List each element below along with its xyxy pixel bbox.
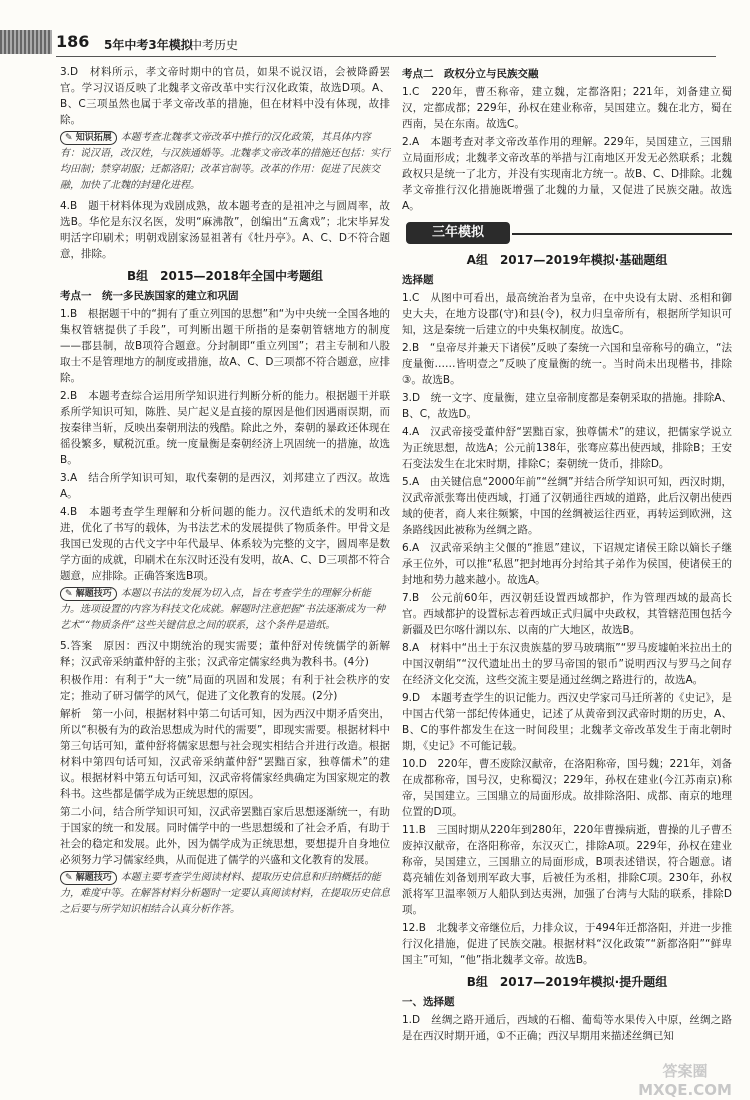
section-heading: 选择题 xyxy=(402,274,434,286)
right-column xyxy=(402,64,732,1046)
answer-paragraph: 4.A 汉武帝接受董仲舒“罢黜百家，独尊儒术”的建议，把儒家学说立为正统思想，故选A；公元前138年，张骞应募出使西域，排除B；王安石变法发生在北宋时期，排除C；秦朝统一货币，排除D。 xyxy=(402,426,732,470)
answer-paragraph: 7.B 公元前60年，西汉朝廷设置西域都护，作为管理西域的最高长官。西域都护的设置标志着西域正式归属中央政权，其管辖范围包括今新疆及巴尔喀什湖以东、以南的广大地区，故选B。 xyxy=(402,592,732,636)
answer-paragraph: 1.B 根据题干中的“拥有了重立列国的思想”和“为中央统一全国各地的集权管辖提供了手段”，可判断出题干所指的是秦朝管辖地方的制度——郡县制，故B项符合题意。分封制即“重立列国”；君主专制和八股取士不是管理地方的制度或措施，故A、C、D三项都不符合题意，应排除。 xyxy=(60,308,390,384)
section-heading: 一、选择题 xyxy=(402,996,455,1008)
page-number: 186 xyxy=(56,32,90,51)
answer-paragraph: 5.A 由关键信息“2000年前”“丝绸”并结合所学知识可知，西汉时期，汉武帝派张骞出使西域，打通了汉朝通往西域的道路，此后汉朝出使西域的使者，商人来往频繁，中国的丝绸被运往西亚，再转运到欧洲，这条路线因此被称为丝绸之路。 xyxy=(402,476,732,536)
answer-paragraph: 4.B 本题考查学生理解和分析问题的能力。汉代造纸术的发明和改进，优化了书写的载体，为书法艺术的发展提供了物质条件。甲骨文是我国已发现的古代文字中年代最早、体系较为完整的文字，圆周率是数学方面的成就，印刷术在东汉时还没有发明，故A、C、D三项都不符合题意，应排除。正确答案选B项。 xyxy=(60,506,390,582)
tip-tag: ✎ 解题技巧 xyxy=(60,871,117,885)
page-header xyxy=(0,0,750,60)
answer-paragraph: 2.B “皇帝尽并兼天下诸侯”反映了秦统一六国和皇帝称号的确立，“法度量衡……皆明壹之”反映了度量衡的统一。当时尚未出现楷书，排除③。故选B。 xyxy=(402,342,732,386)
tip-note xyxy=(60,130,390,194)
answer-paragraph: 解析 第一小问，根据材料中第二句话可知，因为西汉中期矛盾突出，所以“积极有为的政治思想成为时代的需要”，即现实需要。根据材料中第三句话可知，董仲舒将儒家思想与社会现实相结合并进行改造。根据材料中第四句话可知，汉武帝采纳董仲舒“罢黜百家，独尊儒术”的建议。根据材料中第五句话可知，汉武帝将儒家经典确定为国家规定的教科书。这些都是儒学成为正统思想的原因。 xyxy=(60,708,390,800)
tip-text: 本题主要考查学生阅读材料、提取历史信息和归纳概括的能力，难度中等。在解答材料分析题时一定要认真阅读材料，在提取历史信息之后要与所学知识相结合认真分析作答。 xyxy=(60,872,390,915)
header-rule xyxy=(56,56,716,57)
answer-paragraph: 1.C 220年，曹丕称帝，建立魏，定都洛阳；221年，刘备建立蜀汉，定都成都；229年，孙权在建业称帝，吴国建立。魏在北方，蜀在西南，吴在东南。故选C。 xyxy=(402,86,732,130)
tip-note xyxy=(60,586,390,634)
subject-title: 中考历史 xyxy=(190,38,239,52)
topic-heading: 考点一 统一多民族国家的建立和巩固 xyxy=(60,290,239,302)
answer-paragraph: 2.A 本题考查对孝文帝改革作用的理解。229年，吴国建立，三国鼎立局面形成；北魏孝文帝改革的举措与江南地区开发无必然联系；北魏政权只是统一了北方，并没有实现南北方统一。故B、C、D排除。北魏孝文帝推行汉化措施既增强了北魏的力量，又促进了民族交融。故选A。 xyxy=(402,136,732,212)
answer-paragraph: 10.D 220年，曹丕废除汉献帝，在洛阳称帝，国号魏；221年，刘备在成都称帝，国号汉，史称蜀汉；229年，孙权在建业(今江苏南京)称帝，吴国建立。三国鼎立的局面形成。故排除洛阳、成都、南京的地理位置的D项。 xyxy=(402,758,732,818)
topic-heading: 考点二 政权分立与民族交融 xyxy=(402,68,539,80)
header-ribbon xyxy=(0,30,52,54)
book-brand: 5年中考3年模拟 xyxy=(104,38,193,52)
answer-paragraph: 3.D 材料所示，孝文帝时期中的官员，如果不说汉语，会被降爵罢官。学习汉语反映了北魏孝文帝改革中实行汉化政策，故选D项。A、B、C三项虽然也属于孝文帝改革的措施，但在材料中没有体现，故排除。 xyxy=(60,66,390,126)
answer-paragraph: 8.A 材料中“出土于东汉贵族墓的罗马玻璃瓶”“罗马废墟帕米拉出土的中国汉朝绢”“汉代遗址出土的罗马帝国的银币”说明西汉与罗马之间存在经济文化交流，这些交流主要是通过丝绸之路进行的，故选A。 xyxy=(402,642,732,686)
answer-paragraph: 1.D 丝绸之路开通后，西域的石榴、葡萄等水果传入中原，丝绸之路是在西汉时期开通，①不正确；西汉早期用来描述丝绸已知 xyxy=(402,1014,732,1042)
answer-paragraph: 4.B 题干材料体现为戏剧成熟，故本题考查的是祖冲之与圆周率，故选B。华佗是东汉名医，发明“麻沸散”，创编出“五禽戏”；北宋毕昇发明活字印刷术；明朝戏剧家汤显祖著有《牡丹亭》。A、C、D不符合题意，排除。 xyxy=(60,200,390,260)
answer-paragraph: 积极作用：有利于“大一统”局面的巩固和发展；有利于社会秩序的安定；推动了研习儒学的风气，促进了文化教育的发展。(2分) xyxy=(60,674,390,702)
watermark-logo: 答案圈 MXQE.COM xyxy=(638,1062,732,1099)
section-banner xyxy=(402,220,732,246)
answer-paragraph: 12.B 北魏孝文帝继位后，力排众议，于494年迁都洛阳，并进一步推行汉化措施，促进了民族交融。根据材料“汉化政策”“新都洛阳”“鲜卑国主”可知，“他”指北魏孝文帝。故选B。 xyxy=(402,922,732,966)
answer-paragraph: 第二小问，结合所学知识可知，汉武帝罢黜百家后思想逐渐统一，有助于国家的统一和发展。同时儒学中的一些思想缓和了社会矛盾，有助于社会的稳定和发展。此外，因为儒学成为正统思想，要想提升自身地位必须努力学习儒家经典，从而促进了儒学的兴盛和文化教育的发展。 xyxy=(60,806,390,866)
answer-paragraph: 11.B 三国时期从220年到280年，220年曹操病逝，曹操的儿子曹丕废掉汉献帝，在洛阳称帝，东汉灭亡，排除A项。229年，孙权在建业称帝，吴国建立，三国鼎立的局面形成，B项表述错误，符合题意。诸葛亮辅佐刘备划刑军政大事，后被任为丞相，排除C项。230年，孙权派将军卫温率领万人船队到达夷洲，加强了台湾与大陆的联系，排除D项。 xyxy=(402,824,732,916)
answer-paragraph: 2.B 本题考查综合运用所学知识进行判断分析的能力。根据题干并联系所学知识可知，陈胜、吴广起义是直接的原因是他们因遇雨误期，而按秦律当斩，反映出秦朝刑法的残酷。除此之外，秦朝的暴政还体现在徭役繁多，赋税沉重。统一度量衡是秦朝经济上巩固统一的措施，故选B。 xyxy=(60,390,390,466)
tip-text: 本题考查北魏孝文帝改革中推行的汉化政策，其具体内容有：说汉语，改汉姓，与汉族通婚等。北魏孝文帝改革的措施还包括：实行均田制；禁穿胡服；迁都洛阳；改革官制等。改革的作用：促进了民族交融，加快了北魏的封建化进程。 xyxy=(60,132,390,191)
group-heading: B组 2017—2019年模拟·提升题组 xyxy=(466,975,668,989)
tip-tag: ✎ 知识拓展 xyxy=(60,131,117,145)
group-heading: A组 2017—2019年模拟·基础题组 xyxy=(466,253,668,267)
group-heading: B组 2015—2018年全国中考题组 xyxy=(127,269,323,283)
tip-tag: ✎ 解题技巧 xyxy=(60,587,117,601)
answer-paragraph: 9.D 本题考查学生的识记能力。西汉史学家司马迁所著的《史记》，是中国古代第一部纪传体通史，记述了从黄帝到汉武帝时期的历史，A、B、C的事件都发生在这一时间段里；北魏孝文帝改革发生于南北朝时期，《史记》不可能记载。 xyxy=(402,692,732,752)
answer-paragraph: 6.A 汉武帝采纳主父偃的“推恩”建议，下诏规定诸侯王除以嫡长子继承王位外，可以推“私恩”把封地再分封给其子弟作为侯国，使诸侯王的封地和势力越来越小。故选A。 xyxy=(402,542,732,586)
banner-label: 三年模拟 xyxy=(406,222,510,244)
answer-paragraph: 3.A 结合所学知识可知，取代秦朝的是西汉，刘邦建立了西汉。故选A。 xyxy=(60,472,390,500)
answer-paragraph: 5.答案 原因：西汉中期统治的现实需要；董仲舒对传统儒学的新解释；汉武帝采纳董仲舒的主张；汉武帝定儒家经典为教科书。(4分) xyxy=(60,640,390,668)
banner-rule xyxy=(512,233,732,235)
tip-note xyxy=(60,870,390,918)
answer-paragraph: 3.D 统一文字、度量衡，建立皇帝制度都是秦朝采取的措施。排除A、B、C，故选D。 xyxy=(402,392,732,420)
answer-paragraph: 1.C 从图中可看出，最高统治者为皇帝，在中央设有太尉、丞相和御史大夫，在地方设郡(守)和县(令)，权力归皇帝所有，根据所学知识可知，这是秦统一后建立的中央集权制度。故选C。 xyxy=(402,292,732,336)
tip-text: 本题以书法的发展为切入点，旨在考查学生的理解分析能力。选项设置的内容为科技文化成就。解题时注意把握“书法逐渐成为一种艺术”“物质条件”这些关键信息之间的联系，这个条件是造纸。 xyxy=(60,588,386,631)
left-column xyxy=(60,64,390,922)
